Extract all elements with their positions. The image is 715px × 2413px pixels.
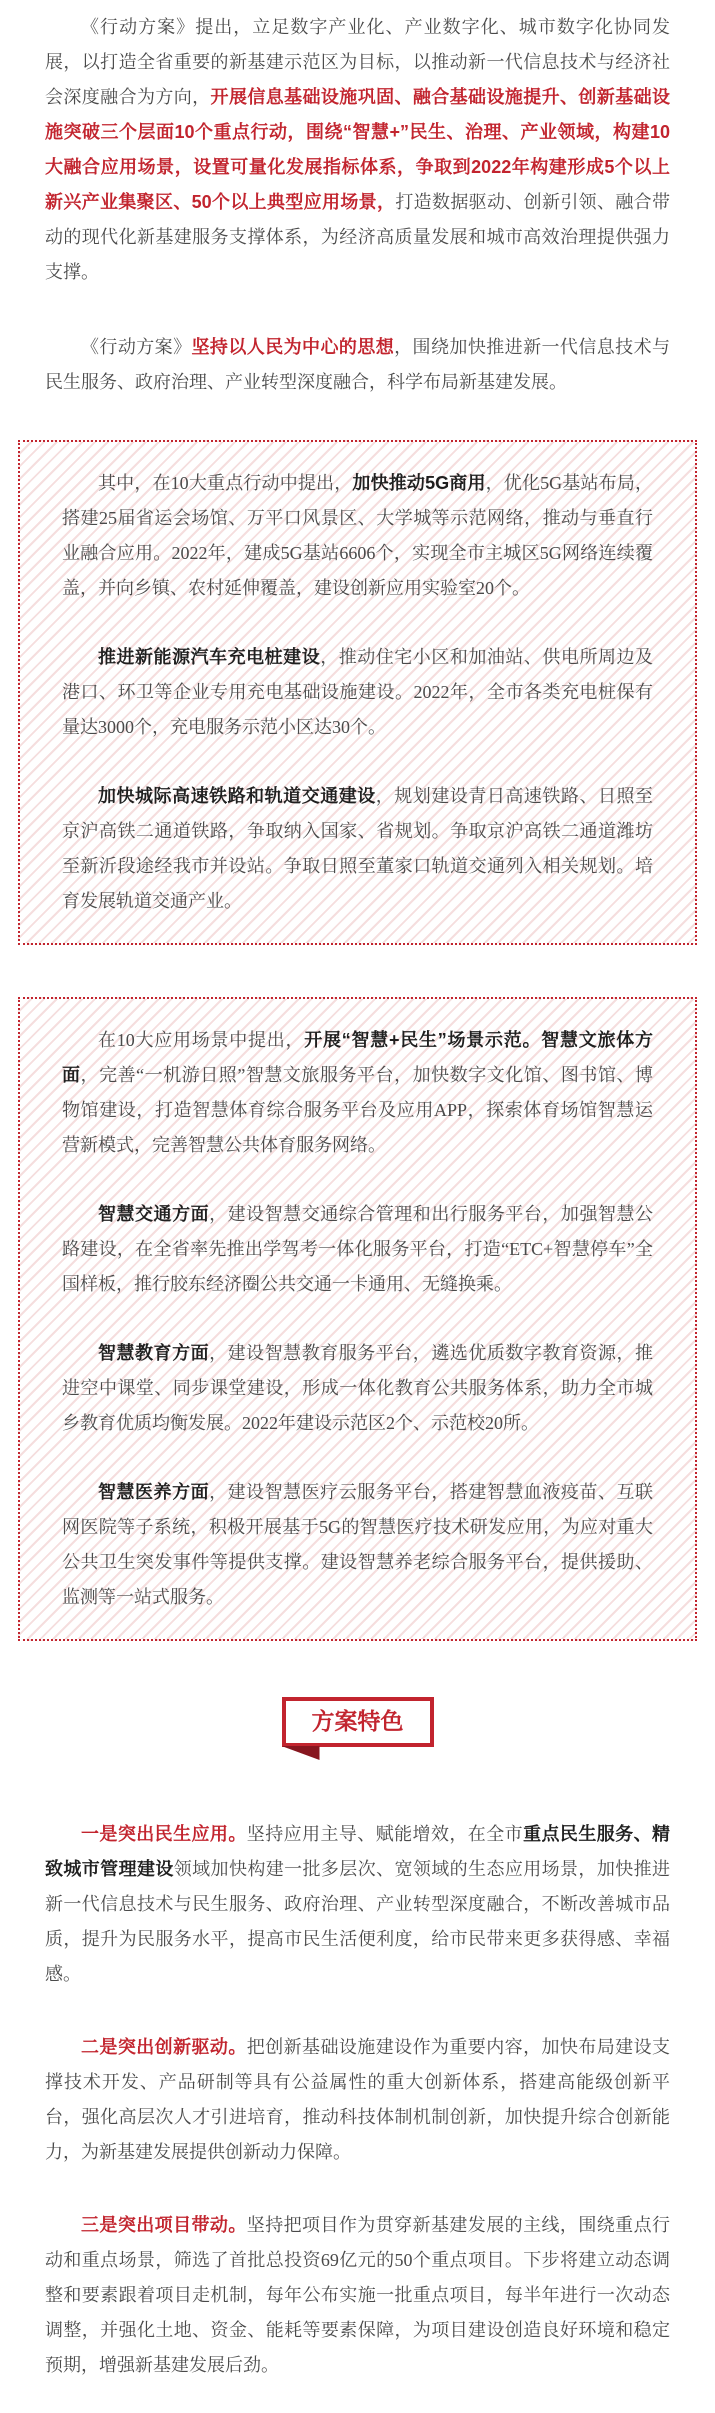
paragraph-rail-transit [62, 779, 653, 919]
text-run: 在10大应用场景中提出， [98, 1030, 305, 1050]
intro-section [45, 10, 670, 400]
text-run: ，建设智慧教育服务平台，遴选优质数字教育资源，推进空中课堂、同步课堂建设，形成一体化教育公共服务体系，助力全市城乡教育优质均衡发展。2022年建设示范区2个、示范校20所。 [62, 1343, 654, 1433]
text-run: 开展信息基础设施巩固、融合基础设施提升、创新基础设施突破三个层面10个重点行动，围绕“智慧+”民生、治理、产业领域，构建10大融合应用场景，设置可量化发展指标体系，争取到2022年构建形成5个以上新兴产业集聚区、50个以上典型应用场景， [45, 87, 670, 212]
text-run: 二是突出创新驱动。 [81, 2037, 247, 2057]
paragraph-intro-2 [45, 330, 670, 400]
paragraph-smart-education [62, 1336, 653, 1441]
text-run: ，推动住宅小区和加油站、供电所周边及港口、环卫等企业专用充电基础设施建设。2022年，全市各类充电桩保有量达3000个，充电服务示范小区达30个。 [62, 647, 654, 737]
highlight-box-smart-scenes [18, 997, 697, 1641]
text-run: 《行动方案》提出，立足数字产业化、产业数字化、城市数字化协同发展，以打造全省重要的新基建示范区为目标，以推动新一代信息技术与经济社会深度融合为方向， [45, 17, 670, 107]
text-run: 推进新能源汽车充电桩建设 [98, 647, 321, 667]
ribbon-tail-icon [282, 1746, 320, 1760]
text-run: 坚持把项目作为贯穿新基建发展的主线，围绕重点行动和重点场景，筛选了首批总投资69亿元的50个重点项目。下步将建立动态调整和要素跟着项目走机制，每年公布实施一批重点项目，每半年进行一次动态调整，并强化土地、资金、能耗等要素保障，为项目建设创造良好环境和稳定预期，增强新基建发展后劲。 [45, 2215, 671, 2375]
text-run: 坚持应用主导、赋能增效，在全市 [246, 1824, 524, 1844]
paragraph-intro-1 [45, 10, 670, 290]
paragraph-feature-1 [45, 1817, 670, 1992]
text-run: 一是突出民生应用。 [81, 1824, 247, 1844]
text-run: ，建设智慧交通综合管理和出行服务平台，加强智慧公路建设，在全省率先推出学驾考一体化服务平台，打造“ETC+智慧停车”全国样板，推行胶东经济圈公共交通一卡通用、无缝换乘。 [62, 1204, 654, 1294]
text-run: 其中，在10大重点行动中提出， [98, 473, 353, 493]
paragraph-smart-culture-tourism [62, 1023, 653, 1163]
paragraph-smart-transport [62, 1197, 653, 1302]
text-run: ，围绕加快推进新一代信息技术与民生服务、政府治理、产业转型深度融合，科学布局新基建发展。 [45, 337, 671, 392]
paragraph-smart-healthcare [62, 1475, 653, 1615]
text-run: 加快推动5G商用 [352, 473, 486, 493]
paragraph-feature-3 [45, 2208, 670, 2383]
paragraph-charging-piles [62, 640, 653, 745]
section-label-plan-features [282, 1697, 434, 1747]
highlight-box-key-actions [18, 440, 697, 945]
text-run: 领域加快构建一批多层次、宽领域的生态应用场景，加快推进新一代信息技术与民生服务、政府治理、产业转型深度融合，不断改善城市品质，提升为民服务水平，提高市民生活便利度，给市民带来更多获得感、幸福感。 [45, 1859, 671, 1984]
text-run: 打造数据驱动、创新引领、融合带动的现代化新基建服务支撑体系，为经济高质量发展和城市高效治理提供强力支撑。 [45, 192, 670, 282]
text-run: 把创新基础设施建设作为重要内容，加快布局建设支撑技术开发、产品研制等具有公益属性的重大创新体系，搭建高能级创新平台，强化高层次人才引进培育，推动科技体制机制创新，加快提升综合创新能力，为新基建发展提供创新动力保障。 [45, 2037, 671, 2162]
text-run: 重点民生服务、精致城市管理建设 [45, 1824, 671, 1879]
paragraph-5g [62, 466, 653, 606]
text-run: ，优化5G基站布局，搭建25届省运会场馆、万平口风景区、大学城等示范网络，推动与垂直行业融合应用。2022年，建成5G基站6606个，实现全市主城区5G网络连续覆盖，并向乡镇、农村延伸覆盖，建设创新应用实验室20个。 [62, 473, 653, 598]
paragraph-feature-2 [45, 2030, 670, 2170]
section-label-text: 方案特色 [311, 1708, 404, 1734]
feature-label-wrap [45, 1697, 670, 1747]
text-run: 智慧医养方面 [98, 1482, 210, 1502]
text-run: 开展“智慧+民生”场景示范。智慧文旅体方面 [62, 1030, 654, 1085]
text-run: 三是突出项目带动。 [81, 2215, 247, 2235]
text-run: 《行动方案》 [81, 337, 192, 357]
text-run: 坚持以人民为中心的思想 [191, 337, 395, 357]
text-run: 智慧交通方面 [98, 1204, 210, 1224]
text-run: ，完善“一机游日照”智慧文旅服务平台，加快数字文化馆、图书馆、博物馆建设，打造智慧体育综合服务平台及应用APP，探索体育场馆智慧运营新模式，完善智慧公共体育服务网络。 [62, 1065, 654, 1155]
text-run: 加快城际高速铁路和轨道交通建设 [98, 786, 376, 806]
text-run: 智慧教育方面 [98, 1343, 210, 1363]
text-run: ，规划建设青日高速铁路、日照至京沪高铁二通道铁路，争取纳入国家、省规划。争取京沪高铁二通道潍坊至新沂段途经我市并设站。争取日照至董家口轨道交通列入相关规划。培育发展轨道交通产业。 [62, 786, 654, 911]
text-run: ，建设智慧医疗云服务平台，搭建智慧血液疫苗、互联网医院等子系统，积极开展基于5G的智慧医疗技术研发应用，为应对重大公共卫生突发事件等提供支撑。建设智慧养老综合服务平台，提供援助、监测等一站式服务。 [62, 1482, 654, 1607]
feature-section [45, 1817, 670, 2383]
